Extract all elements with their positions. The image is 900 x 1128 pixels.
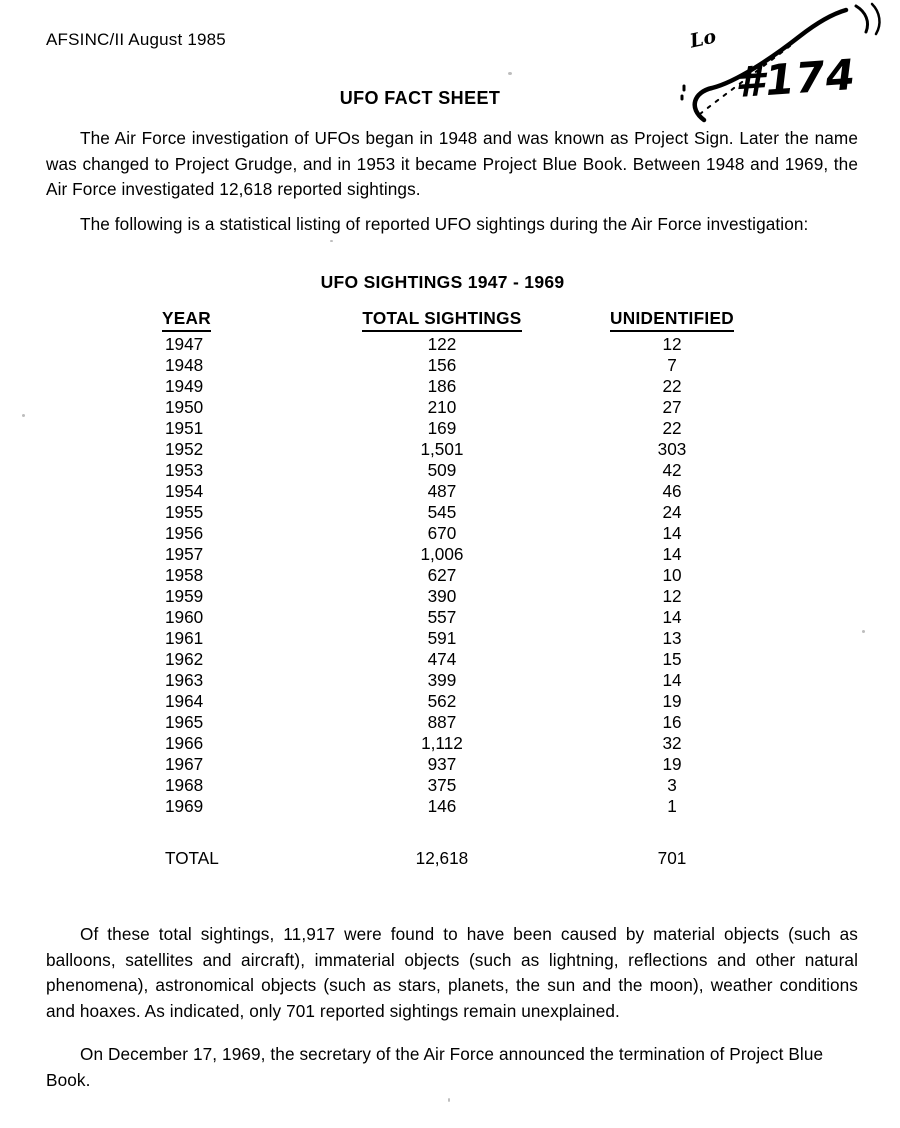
cell-unidentified: 12 [662,586,682,606]
table-row [150,418,770,439]
handwritten-initials: Lo [687,25,719,53]
cell-year: 1960 [165,607,204,627]
cell-unidentified: 42 [662,460,682,480]
table-row [150,733,770,754]
ufo-sightings-table [150,308,770,871]
paragraph-explained-sightings: Of these total sightings, 11,917 were found to have been caused by material objects (such as balloons, satellites and aircraft), immaterial objects (such as lightning, reflections and other natural phenomena), astronomical objects (such as stars, planets, the sun and the moon), weather conditions and hoaxes. As indicated, only 701 reported sightings remain unexplained. [46,924,858,1021]
cell-unidentified: 1 [667,796,677,816]
table-row [150,691,770,712]
scan-speck [330,240,333,242]
cell-unidentified: 19 [662,691,682,711]
table-row [150,586,770,607]
cell-unidentified: 13 [662,628,682,648]
column-header-total-sightings-label: TOTAL SIGHTINGS [362,308,521,332]
cell-unidentified: 16 [662,712,682,732]
cell-total-sightings: 627 [427,565,457,585]
paragraph-investigation-history: The Air Force investigation of UFOs began in 1948 and was known as Project Sign. Later the name was changed to Project Grudge, and in 1953 it became Project Blue Book. Between 1948 and 1969, the Air Force investigated 12,618 reported sightings. [46,128,858,199]
cell-unidentified: 24 [662,502,682,522]
scan-speck [508,72,512,75]
document-reference-header: AFSINC/II August 1985 [46,30,226,49]
cell-total-sightings: 1,112 [421,733,463,753]
cell-unidentified: 19 [662,754,682,774]
scan-speck [22,414,25,417]
cell-unidentified: 12 [662,334,682,354]
cell-year: 1947 [165,334,204,354]
table-row [150,565,770,586]
cell-unidentified: 14 [662,607,682,627]
total-unidentified-value: 701 [657,847,687,868]
table-row [150,544,770,565]
handwritten-annotation [660,2,900,130]
table-row [150,355,770,376]
cell-total-sightings: 562 [427,691,457,711]
table-header [150,308,770,334]
table-row [150,502,770,523]
cell-year: 1958 [165,565,204,585]
cell-total-sightings: 937 [427,754,457,774]
paragraph-listing-lead: The following is a statistical listing of reported UFO sightings during the Air Force investigation: [80,214,809,234]
table-row [150,523,770,544]
cell-year: 1952 [165,439,204,459]
table-row [150,649,770,670]
cell-total-sightings: 169 [427,418,457,438]
cell-year: 1959 [165,586,204,606]
cell-unidentified: 14 [662,670,682,690]
cell-total-sightings: 186 [427,376,457,396]
cell-year: 1967 [165,754,204,774]
table-row [150,796,770,817]
cell-year: 1956 [165,523,204,543]
cell-unidentified: 32 [662,733,682,753]
cell-unidentified: 14 [662,523,682,543]
table-row [150,607,770,628]
cell-total-sightings: 591 [427,628,457,648]
cell-year: 1965 [165,712,204,732]
spacer-cell [574,817,770,845]
page-title [0,88,900,109]
table-row [150,334,770,355]
cell-year: 1953 [165,460,204,480]
cell-total-sightings: 509 [427,460,457,480]
column-header-year [150,308,310,334]
table-header-row [150,308,770,334]
cell-total-sightings: 887 [427,712,457,732]
cell-unidentified: 22 [662,418,682,438]
cell-total-sightings: 557 [427,607,457,627]
table-row [150,754,770,775]
cell-total-sightings: 1,501 [420,439,464,459]
cell-year: 1951 [165,418,204,438]
cell-unidentified: 27 [662,397,682,417]
table-spacer-row [150,817,770,845]
cell-year: 1950 [165,397,204,417]
table-row [150,460,770,481]
cell-year: 1954 [165,481,204,501]
cell-total-sightings: 390 [427,586,457,606]
cell-unidentified: 46 [662,481,682,501]
column-header-year-label: YEAR [162,308,211,332]
column-header-unidentified [574,308,770,334]
table-body [150,334,770,871]
cell-unidentified: 303 [657,439,687,459]
cell-total-sightings: 122 [427,334,457,354]
cell-year: 1964 [165,691,204,711]
table-row [150,628,770,649]
cell-year: 1966 [165,733,204,753]
cell-total-sightings: 670 [427,523,457,543]
cell-unidentified: 22 [662,376,682,396]
cell-total-sightings: 1,006 [420,544,464,564]
cell-unidentified: 3 [667,775,677,795]
total-sightings-value: 12,618 [415,847,469,868]
cell-unidentified: 7 [667,355,677,375]
paragraph-project-termination: On December 17, 1969, the secretary of the Air Force announced the termination of Project Blue Book. [46,1044,824,1090]
spacer-cell [310,817,574,845]
table-row [150,670,770,691]
table-title [0,272,900,293]
spacer-cell [150,817,310,845]
cell-year: 1963 [165,670,204,690]
table-row [150,775,770,796]
cell-year: 1957 [165,544,204,564]
cell-total-sightings: 399 [427,670,457,690]
cell-year: 1962 [165,649,204,669]
cell-total-sightings: 210 [427,397,457,417]
cell-total-sightings: 487 [427,481,457,501]
cell-year: 1968 [165,775,204,795]
table-row [150,397,770,418]
cell-year: 1969 [165,796,204,816]
cell-total-sightings: 146 [427,796,457,816]
table-title-text: UFO SIGHTINGS 1947 - 1969 [320,272,565,292]
cell-year: 1955 [165,502,204,522]
table-row [150,376,770,397]
scan-speck [862,630,865,633]
cell-total-sightings: 375 [427,775,457,795]
cell-unidentified: 15 [662,649,682,669]
cell-total-sightings: 156 [427,355,457,375]
cell-year: 1949 [165,376,204,396]
total-label: TOTAL [165,847,219,868]
table-total-row [150,845,770,871]
cell-unidentified: 10 [662,565,682,585]
table-row [150,439,770,460]
cell-year: 1948 [165,355,204,375]
table-row [150,481,770,502]
cell-year: 1961 [165,628,204,648]
table-row [150,712,770,733]
cell-total-sightings: 545 [427,502,457,522]
cell-unidentified: 14 [662,544,682,564]
column-header-unidentified-label: UNIDENTIFIED [610,308,734,332]
column-header-total-sightings [310,308,574,334]
scan-speck [448,1098,450,1102]
handwritten-scribble-icon [660,2,900,130]
cell-total-sightings: 474 [427,649,457,669]
handwritten-file-number: #174 [733,49,858,108]
page-title-text: UFO FACT SHEET [339,88,501,108]
